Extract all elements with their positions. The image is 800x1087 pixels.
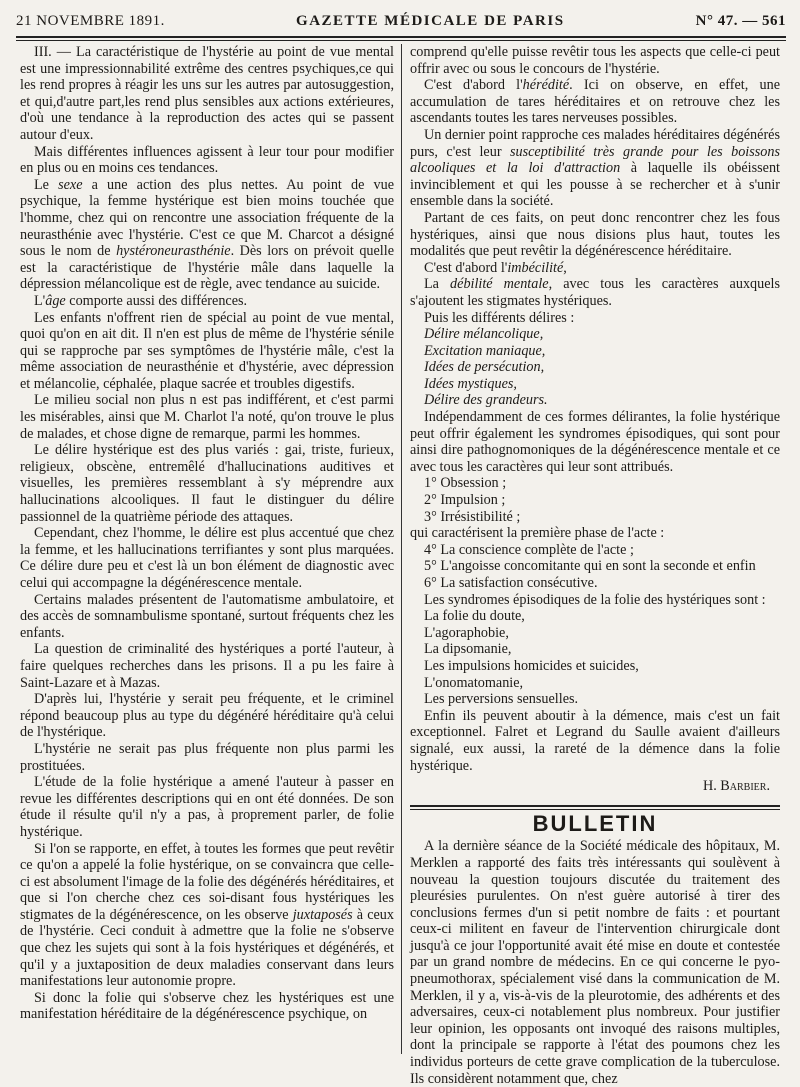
paragraph: qui caractérisent la première phase de l'acte : [410, 525, 665, 542]
list-item: Idées de persécution, [424, 359, 545, 376]
header-rule [16, 36, 786, 41]
list-item: L'onomatomanie, [424, 674, 524, 691]
paragraph: Partant de ces faits, on peut donc rencontrer chez les fous hystériques, ainsi que nous disions plus haut, toutes les modalités que peut revêtir la dégénérescence héréditaire. [410, 209, 780, 260]
list-item: 4° La conscience complète de l'acte ; [424, 541, 634, 558]
paragraph: Si l'on se rapporte, en effet, à toutes les formes que peut revêtir ce qu'on a appelé la folie hystérique, on se convaincra que celle-ci est absolument l'image de la folie des dégénérés héréditaires, et que si l'on cherche chez ces soi-disant fous hystériques les stigmates de la dégénérescence, on les observe juxtaposés à ceux de l'hystérie. Ceci conduit à admettre que la folie ne s'observe que chez les sujets qui sont à la fois hystériques et dégénérés, et qu'il y a juxtaposition de deux maladies conservant dans leurs manifestations leur autonomie propre. [20, 840, 394, 990]
paragraph: La question de criminalité des hystériques a porté l'auteur, à faire quelques recherches dans les prisons. Il a pu les faire à Saint-Lazare et à Mazas. [20, 641, 394, 691]
paragraph: D'après lui, l'hystérie y serait peu fréquente, et le criminel répond beaucoup plus au type du dégénéré héréditaire qu'à celui de l'hystérique. [20, 691, 394, 741]
paragraph: C'est d'abord l'imbécilité, [424, 259, 567, 276]
list-item: 1° Obsession ; [424, 475, 507, 492]
paragraph: La débilité mentale, avec tous les caractères auxquels s'ajoutent les stigmates hystériques. [410, 276, 780, 309]
paragraph: comprend qu'elle puisse revêtir tous les aspects que celle-ci peut offrir avec ou sous le concours de l'hystérie. [410, 44, 780, 77]
paragraph: Les enfants n'offrent rien de spécial au point de vue mental, quoi qu'on en ait dit. Il n'en est plus de même de l'hystérie sénile qui se rapproche par ses symptômes de l'hystérie mâle, c'est la même association de neurasthénie et d'hystérie, avec dépression et mélancolie, céphalée, plaque sacrée et troubles digestifs. [20, 309, 394, 392]
list-item: 2° Impulsion ; [424, 492, 506, 509]
list-item: La dipsomanie, [424, 641, 512, 658]
list-item: La folie du doute, [424, 608, 525, 625]
paragraph: Cependant, chez l'homme, le délire est plus accentué que chez la femme, et les hallucinations terrifiantes y sont plus marquées. Ce délire dure peu et c'est là un bon élément de diagnostic avec celui qui accompagne la dégénérescence mentale. [20, 525, 394, 591]
paragraph: C'est d'abord l'hérédité. Ici on observe, en effet, une accumulation de tares héréditaires et on retrouve chez les ascendants toutes les tares nerveuses possibles. [410, 77, 780, 127]
paragraph: Puis les différents délires : [424, 309, 575, 326]
paragraph: A la dernière séance de la Société médicale des hôpitaux, M. Merklen a rapporté des faits très intéressants qui soulèvent à nouveau la question toujours discutée du traitement des pleurésies purulentes. On n'est guère autorisé à tirer des conclusions fermes d'un si petit nombre de faits : et pourtant ceux-ci militent en faveur de l'intervention chirurgicale dont jusqu'à ce jour l'opportunité avait été mise en doute et contestée par un grand nombre de médecins. En ce qui concerne le pyo-pneumothorax, spécialement visé dans la communication de M. Merklen, il y a, vis-à-vis de la pleurotomie, des adhérents et des adversaires, ceux-ci notablement plus nombreux. Pour justifier leur opinion, les opposants ont invoqué des raisons multiples, dont la principale se rapporte à l'état des poumons chez les individus porteurs de cette grave complication de la tuberculose. Ils considèrent notamment que, chez [410, 838, 780, 1087]
paragraph: Certains malades présentent de l'automatisme ambulatoire, et des accès de somnambulisme spontané, surtout fréquents chez les enfants. [20, 591, 394, 641]
section-rule [410, 805, 780, 810]
column-divider [401, 44, 402, 1054]
paragraph: III. — La caractéristique de l'hystérie au point de vue mental est une impressionnabilité extrême des centres psychiques,ce qui les rend propres à réagir les uns sur les autres par autosuggestion, et qui,d'autre part,les rend plus sensibles aux actions extérieures, d'où une tendance à la reproduction des actes qui se passent autour d'eux. [20, 44, 394, 143]
paragraph: Enfin ils peuvent aboutir à la démence, mais c'est un fait exceptionnel. Falret et Legrand du Saulle avaient d'ailleurs signalé, eux aussi, la rareté de la démence dans la folie hystérique. [410, 707, 780, 774]
journal-title: GAZETTE MÉDICALE DE PARIS [296, 12, 565, 29]
paragraph: Mais différentes influences agissent à leur tour pour modifier en plus ou en moins ces tendances. [20, 143, 394, 177]
paragraph: L'hystérie ne serait pas plus fréquente non plus parmi les prostituées. [20, 740, 394, 774]
list-item: 5° L'angoisse concomitante qui en sont la seconde et enfin [424, 558, 756, 575]
paragraph: L'étude de la folie hystérique a amené l'auteur à passer en revue les différentes descriptions qui en ont été données. De son étude il résulte qu'il n'y a pas, à proprement parler, de folie hystérique. [20, 774, 394, 840]
issue-page-number: N° 47. — 561 [695, 12, 786, 29]
page-header [16, 8, 786, 34]
paragraph: Le sexe a une action des plus nettes. Au point de vue psychique, la femme hystérique est bien moins touchée que l'homme, chez qui on rencontre une association fréquente de la neurasthénie avec l'hystérie. C'est ce que M. Charcot a désigné sous le nom de hystéroneurasthénie. Dès lors on prévoit quelle est la caractéristique de l'hystérie mâle dans laquelle la dépression mélancolique est de règle, avec tendance au suicide. [20, 176, 394, 293]
paragraph: Un dernier point rapproche ces malades héréditaires dégénérés purs, c'est leur susceptibilité très grande pour les boissons alcooliques et la loi d'attraction à laquelle ils obéissent invinciblement et qui les pousse à se rechercher et à s'unir ensemble dans la société. [410, 126, 780, 210]
list-item: L'agoraphobie, [424, 624, 509, 641]
paragraph: Le délire hystérique est des plus variés : gai, triste, furieux, religieux, obscène, entremêlé d'hallucinations auditives et visuelles, les premières ressemblant à s'y méprendre aux hallucinations alcooliques. Il faut le distinguer du délire passionnel de la quatrième période des attaques. [20, 442, 394, 525]
list-item: Délire mélancolique, [424, 326, 544, 343]
list-item: Les perversions sensuelles. [424, 691, 579, 708]
author-signature: H. Barbier. [702, 778, 770, 795]
left-column [20, 44, 394, 1060]
list-item: Délire des grandeurs. [424, 392, 548, 409]
list-item: 3° Irrésistibilité ; [424, 508, 521, 525]
list-item: Excitation maniaque, [424, 342, 546, 359]
right-column [410, 44, 780, 1087]
issue-date: 21 NOVEMBRE 1891. [16, 12, 165, 29]
list-item: Idées mystiques, [424, 375, 517, 392]
paragraph: Indépendamment de ces formes délirantes, la folie hystérique peut offrir également les syndromes épisodiques, qui sont pour ainsi dire pathognomoniques de la dégénérescence mentale et ce avec tous les caractères qui leur sont attribués. [410, 409, 780, 475]
paragraph: Le milieu social non plus n est pas indifférent, et c'est parmi les misérables, ainsi que M. Charlot l'a noté, qu'on trouve le plus de malades, et chose digne de remarque, parmi les hommes. [20, 392, 394, 442]
paragraph: Si donc la folie qui s'observe chez les hystériques est une manifestation héréditaire de la dégénérescence psychique, on [20, 989, 394, 1023]
paragraph: L'âge comporte aussi des différences. [34, 292, 248, 309]
list-item: 6° La satisfaction consécutive. [424, 575, 598, 591]
list-item: Les impulsions homicides et suicides, [424, 657, 639, 674]
paragraph: Les syndromes épisodiques de la folie des hystériques sont : [424, 591, 766, 608]
section-heading: BULLETIN [532, 810, 658, 836]
